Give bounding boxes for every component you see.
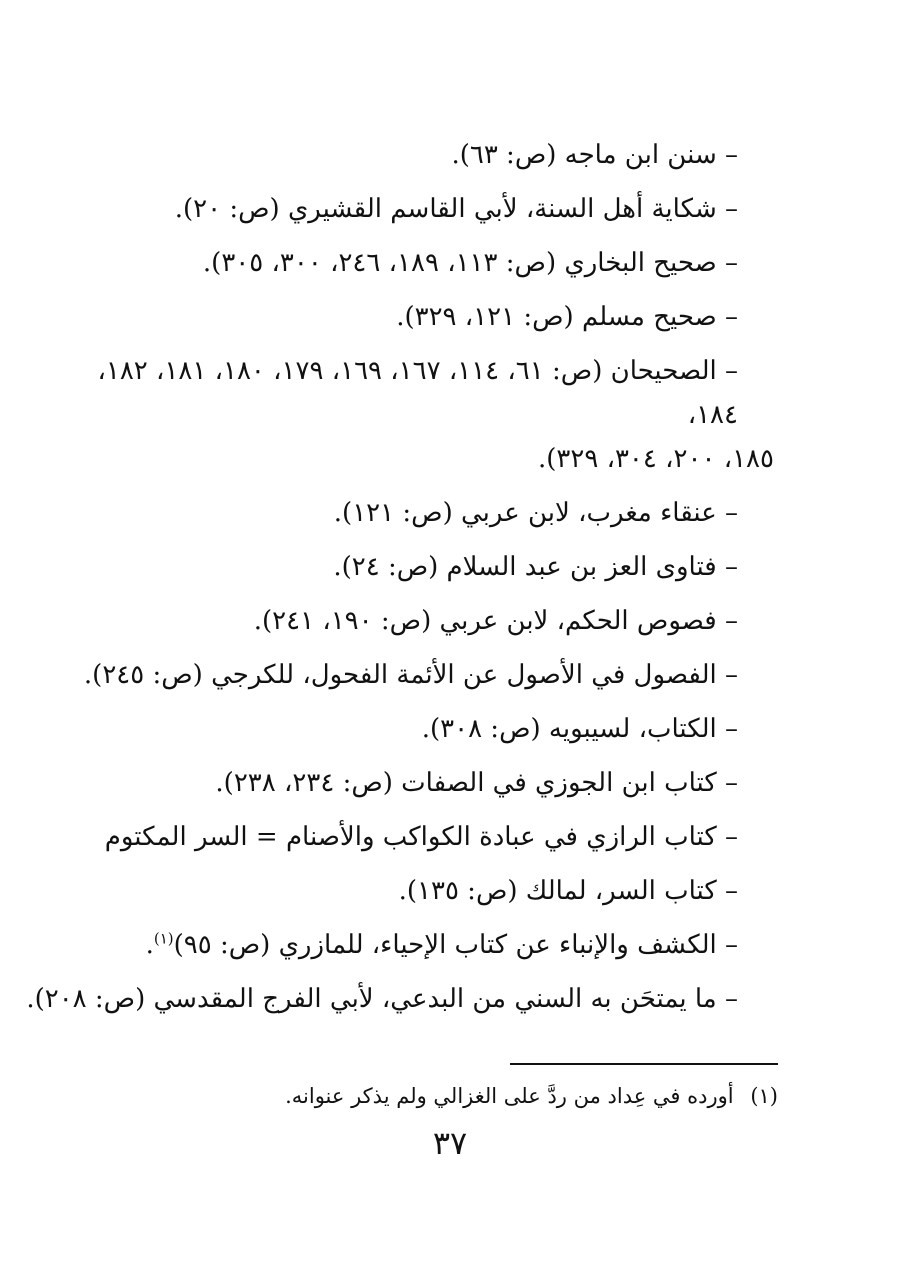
list-item: – فصوص الحكم، لابن عربي (ص: ١٩٠، ٢٤١). — [253, 606, 738, 636]
footnote — [285, 1080, 778, 1112]
list-item: – صحيح مسلم (ص: ١٢١، ٣٢٩). — [396, 302, 738, 332]
list-item: – فتاوى العز بن عبد السلام (ص: ٢٤). — [333, 552, 738, 582]
list-item: – كتاب الرازي في عبادة الكواكب والأصنام = السر المكتوم — [104, 822, 738, 852]
list-item: – الفصول في الأصول عن الأئمة الفحول، للكرجي (ص: ٢٤٥). — [83, 660, 738, 690]
list-item: – عنقاء مغرب، لابن عربي (ص: ١٢١). — [333, 498, 738, 528]
reference-list — [26, 128, 774, 1026]
footnote-divider — [510, 1063, 778, 1065]
list-item: – كتاب السر، لمالك (ص: ١٣٥). — [398, 876, 738, 906]
footnote-text: أورده في عِداد من ردَّ على الغزالي ولم يذكر عنوانه. — [285, 1084, 734, 1108]
list-item: – ما يمتحَن به السني من البدعي، لأبي الفرج المقدسي (ص: ٢٠٨). — [26, 984, 738, 1014]
sahihan-line-2: ١٨٥، ٢٠٠، ٣٠٤، ٣٢٩). — [537, 444, 774, 474]
list-item: – كتاب ابن الجوزي في الصفات (ص: ٢٣٤، ٢٣٨). — [215, 768, 738, 798]
list-item: – شكاية أهل السنة، لأبي القاسم القشيري (ص: ٢٠). — [174, 194, 738, 224]
list-item: – سنن ابن ماجه (ص: ٦٣). — [451, 140, 738, 170]
list-item: – الكتاب، لسيبويه (ص: ٣٠٨). — [421, 714, 738, 744]
list-item-sahihan — [70, 349, 774, 481]
page-number: ٣٧ — [432, 1124, 468, 1162]
footnote-marker: (١) — [750, 1084, 778, 1108]
list-item: – صحيح البخاري (ص: ١١٣، ١٨٩، ٢٤٦، ٣٠٠، ٣٠٥). — [202, 248, 738, 278]
footnote-reference: (١) — [153, 929, 174, 948]
list-item-kashf — [90, 918, 738, 972]
kashf-text: – الكشف والإنباء عن كتاب الإحياء، للمازري (ص: ٩٥) — [173, 930, 738, 960]
sahihan-line-1: – الصحيحان (ص: ٦١، ١١٤، ١٦٧، ١٦٩، ١٧٩، ١٨٠، ١٨١، ١٨٢، ١٨٤، — [97, 356, 738, 430]
kashf-end: . — [145, 930, 154, 960]
